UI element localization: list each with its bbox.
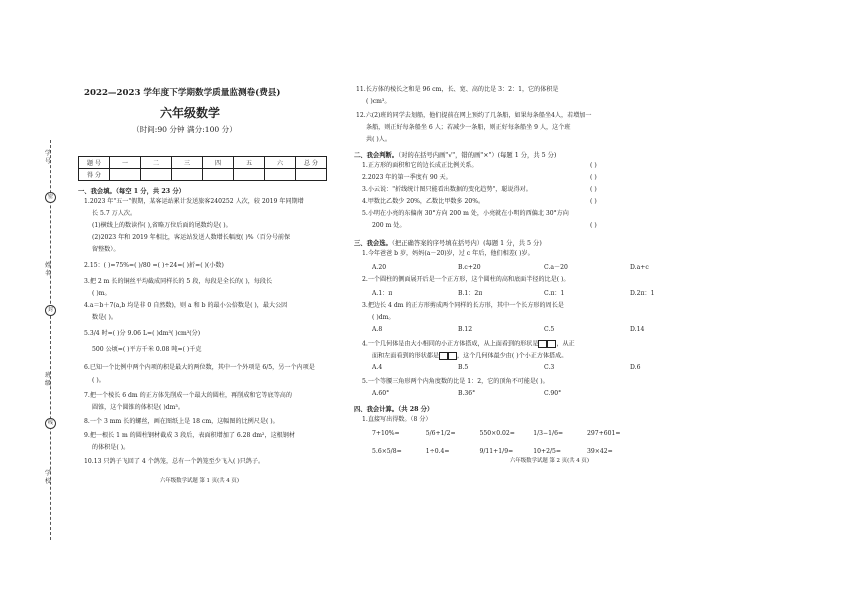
score-cell <box>172 169 203 181</box>
choice-3-line-2: ( )dm。 <box>372 314 395 321</box>
score-table-header-row <box>79 157 327 169</box>
choice-4-line-2 <box>372 352 567 361</box>
choice-5: 5.一个等腰三角形两个内角度数的比是 1：2，它的顶角不可能是( )。 <box>362 378 549 385</box>
question-11-line-1: 11.长方体的棱长之和是 96 cm，长、宽、高的比是 3：2：1，它的体积是 <box>356 86 559 93</box>
judge-item-3: 3.小云说："折线统计图只能看出数据的变化趋势"，聪说得对。 <box>362 186 532 193</box>
choice-4-text-b: 面和左面看到的形状都是 <box>372 352 440 360</box>
question-4-line-2: 数是( )。 <box>92 314 117 321</box>
choice-4-text-a2: ，从正 <box>556 340 575 348</box>
judge-item-1: 1.正方形的面积和它的边长成正比例关系。 <box>362 162 478 169</box>
question-5-line-2: 500 公顷=( )平方千米 0.08 吨=( )千克 <box>92 346 202 353</box>
choice-option[interactable]: B.c+20 <box>458 264 481 271</box>
choice-option[interactable]: C.a－20 <box>544 264 568 271</box>
front-view-shape-icon <box>448 352 457 360</box>
score-cell <box>296 169 327 181</box>
choice-option[interactable]: C.5 <box>544 326 555 333</box>
choice-option[interactable]: D.a+c <box>630 264 649 271</box>
binding-label-class: 班级 <box>44 372 51 387</box>
score-cell <box>141 169 172 181</box>
exam-subtitle: 六年级数学 <box>160 106 221 120</box>
question-7-line-2: 圆锥，这个圆锥的体积是( )dm³。 <box>92 404 184 411</box>
score-header-cell: 五 <box>234 157 265 169</box>
score-cell <box>234 169 265 181</box>
question-1-part-2-cont: 留整数）。 <box>92 246 120 253</box>
judge-answer-bracket-4[interactable]: ( ) <box>590 198 597 205</box>
choice-4-text-a: 4.一个几何体是由大小相同的小正方体搭成，从上面看到的形状是 <box>362 340 539 348</box>
question-2: 2.15：( )=75%=( )/80 =( )÷24=( )折=( )(小数) <box>84 262 224 269</box>
question-1-line-2: 长 5.7 万人次。 <box>92 210 137 217</box>
choice-2-options <box>372 288 716 297</box>
judge-answer-bracket-5[interactable]: ( ) <box>590 222 597 229</box>
question-7-line-1: 7.把一个棱长 6 dm 的正方体先削成一个最大的圆柱，再削成和它等底等高的 <box>84 392 292 399</box>
judge-item-5: 5.小明在小亮的东偏南 30°方向 200 m 处，小亮就在小明的西偏北 30°方向 <box>362 210 569 217</box>
calc-row-2 <box>372 448 633 455</box>
choice-option[interactable]: D.6 <box>630 364 641 371</box>
question-8: 8.一个 3 mm 长的螺丝，画在图纸上是 18 cm，这幅图的比例尺是( )。 <box>84 418 279 425</box>
score-header-cell: 总 分 <box>296 157 327 169</box>
score-header-cell: 四 <box>203 157 234 169</box>
page-1-footer: 六年级数学试题 第 1 页(共 4 页) <box>160 478 239 484</box>
calc-instruction: 1.直接写出得数。（8 分） <box>362 416 432 423</box>
score-header-cell: 三 <box>172 157 203 169</box>
calc-item: 1/3−1/6= <box>533 430 564 437</box>
choice-3-options <box>372 326 716 333</box>
section-2-heading <box>354 150 556 159</box>
score-header-cell: 二 <box>141 157 172 169</box>
judge-answer-bracket-2[interactable]: ( ) <box>590 174 597 181</box>
seal-mark-xian: 线 <box>45 418 56 429</box>
choice-option[interactable]: B.1：2π <box>458 290 483 297</box>
score-header-cell: 一 <box>110 157 141 169</box>
score-header-cell: 六 <box>265 157 296 169</box>
judge-answer-bracket-3[interactable]: ( ) <box>590 186 597 193</box>
calc-item: 39×42= <box>587 448 613 455</box>
choice-1: 1.今年爸爸 b 岁，妈妈(a－20)岁，过 c 年后，他们相差( )岁。 <box>362 250 534 257</box>
choice-option[interactable]: D.14 <box>630 326 645 333</box>
calc-item: 5.6×5/8= <box>372 448 402 455</box>
question-9-line-2: 的体积是( )。 <box>92 444 130 451</box>
choice-option[interactable]: B.5 <box>458 364 469 371</box>
score-header-cell: 题 号 <box>79 157 110 169</box>
score-table <box>78 156 327 181</box>
calc-item: 1÷0.4= <box>425 448 450 455</box>
binding-label-name: 姓名 <box>44 262 51 277</box>
choice-4-text-b2: ，这个几何体最少由( )个小正方体搭成。 <box>457 352 568 360</box>
exam-title: 2022—2023 学年度下学期数学质量监测卷(费县) <box>84 88 281 98</box>
score-cell <box>203 169 234 181</box>
calc-item: 9/11+1/9= <box>479 448 514 455</box>
section-3-note: （把正确答案的序号填在括号内）(每题 1 分，共 5 分) <box>391 240 542 247</box>
section-2-note: （对的在括号内画"√"，错的画"×"）(每题 1 分，共 5 分) <box>398 152 557 159</box>
choice-option[interactable]: A.1：π <box>372 290 393 297</box>
question-3-line-2: ( )m。 <box>92 290 111 297</box>
calc-item: 297+601= <box>587 430 621 437</box>
question-1-part-1: (1)横线上的数读作( ),省略万位后面的尾数约是( )。 <box>92 222 232 229</box>
score-row-label: 得 分 <box>79 169 110 181</box>
judge-item-2: 2.2023 年的第一季度有 90 天。 <box>362 174 452 181</box>
choice-5-options <box>372 390 630 397</box>
question-6-line-2: ( )。 <box>92 377 105 384</box>
section-2-title: 二、我会判断。 <box>354 152 399 159</box>
seal-mark-mi: 密 <box>45 192 56 203</box>
section-3-title: 三、我会选。 <box>354 240 392 247</box>
calc-item: 7+10%= <box>372 430 400 437</box>
question-12-line-2: 条船，则正好每条船坐 6 人；若减少一条船，则正好每条船坐 9 人，这个班 <box>366 124 571 131</box>
choice-option[interactable]: A.8 <box>372 326 383 333</box>
choice-4-line-1 <box>362 340 575 349</box>
choice-option[interactable]: C.3 <box>544 364 555 371</box>
binding-label-school: 学校 <box>44 470 51 485</box>
choice-option[interactable]: A.60° <box>372 390 390 397</box>
front-view-shape-icon <box>439 352 448 360</box>
choice-option[interactable]: C.π：1 <box>544 290 565 297</box>
section-3-heading <box>354 238 542 247</box>
section-1-heading: 一、我会填。（每空 1 分，共 23 分） <box>78 188 185 195</box>
question-6-line-1: 6.已知一个比例中两个内项的积是最大的两位数，其中一个外项是 6/5，另一个内项是 <box>84 364 315 371</box>
score-table-score-row <box>79 169 327 181</box>
question-11-line-2: ( )cm³。 <box>366 98 391 105</box>
question-12-line-1: 12.六(2)班的同学去划船，他们提前在网上预约了几条船，如果每条船坐4人，若增加一 <box>356 112 592 119</box>
question-9-line-1: 9.把一根长 1 m 的圆柱钢材截成 3 段后，表面积增加了 6.28 dm²，这根钢材 <box>84 432 295 439</box>
choice-option[interactable]: A.4 <box>372 364 383 371</box>
choice-option[interactable]: D.2π：1 <box>630 290 655 297</box>
page-2-footer: 六年级数学试题 第 2 页(共 4 页) <box>510 458 589 464</box>
top-view-shape-icon <box>538 340 547 348</box>
choice-2: 2.一个圆柱的侧面展开后是一个正方形，这个圆柱的高和底面半径的比是( )。 <box>362 276 570 283</box>
choice-option[interactable]: B.36° <box>458 390 476 397</box>
choice-1-options <box>372 262 716 271</box>
judge-item-5-cont: 200 m 处。 <box>372 222 406 229</box>
choice-option[interactable]: B.12 <box>458 326 473 333</box>
score-cell <box>110 169 141 181</box>
question-4-line-1: 4.a＝b＋7(a,b 均是非 0 自然数)，则 a 和 b 的最小公倍数是( )，最大公因 <box>84 302 288 309</box>
choice-4-options <box>372 364 716 371</box>
judge-answer-bracket-1[interactable]: ( ) <box>590 162 597 169</box>
question-12-line-3: 共( )人。 <box>366 136 391 143</box>
choice-option[interactable]: C.90° <box>544 390 562 397</box>
question-3-line-1: 3.把 2 m 长的铜丝平均截成同样长的 5 段，每段是全长的( )，每段长 <box>84 278 273 285</box>
choice-option[interactable]: A.20 <box>372 264 387 271</box>
seal-mark-feng: 封 <box>45 305 56 316</box>
section-4-heading: 四、我会计算。（共 28 分） <box>354 406 434 413</box>
calc-item: 550×0.02= <box>479 430 515 437</box>
calc-item: 10+2/5= <box>533 448 562 455</box>
question-5-line-1: 5.3/4 时=( )分 9.06 L=( )dm³( )cm³(分) <box>84 330 201 337</box>
calc-row-1 <box>372 430 633 437</box>
question-1-part-2: (2)2023 年和 2019 年相比，客运站发送人数增长幅度( )%（百分号前保 <box>92 234 291 241</box>
score-cell <box>265 169 296 181</box>
question-1-line-1: 1.2023 年"五一"假期，某客运站累计发送旅客240252 人次，较 2019 年同期增 <box>84 198 304 205</box>
judge-item-4: 4.甲数比乙数少 20%，乙数比甲数多 20%。 <box>362 198 485 205</box>
choice-3-line-1: 3.把边长 4 dm 的正方形剪成两个同样的长方形，其中一个长方形的周长是 <box>362 302 564 309</box>
calc-item: 5/6+1/2= <box>425 430 456 437</box>
exam-time-line: （时间:90 分钟 满分:100 分） <box>132 125 237 134</box>
binding-label-student-no: 学号 <box>44 150 51 165</box>
question-10: 10.13 只鸽子飞回了 4 个鸽笼，总有一个鸽笼至少飞入( )只鸽子。 <box>84 458 265 465</box>
